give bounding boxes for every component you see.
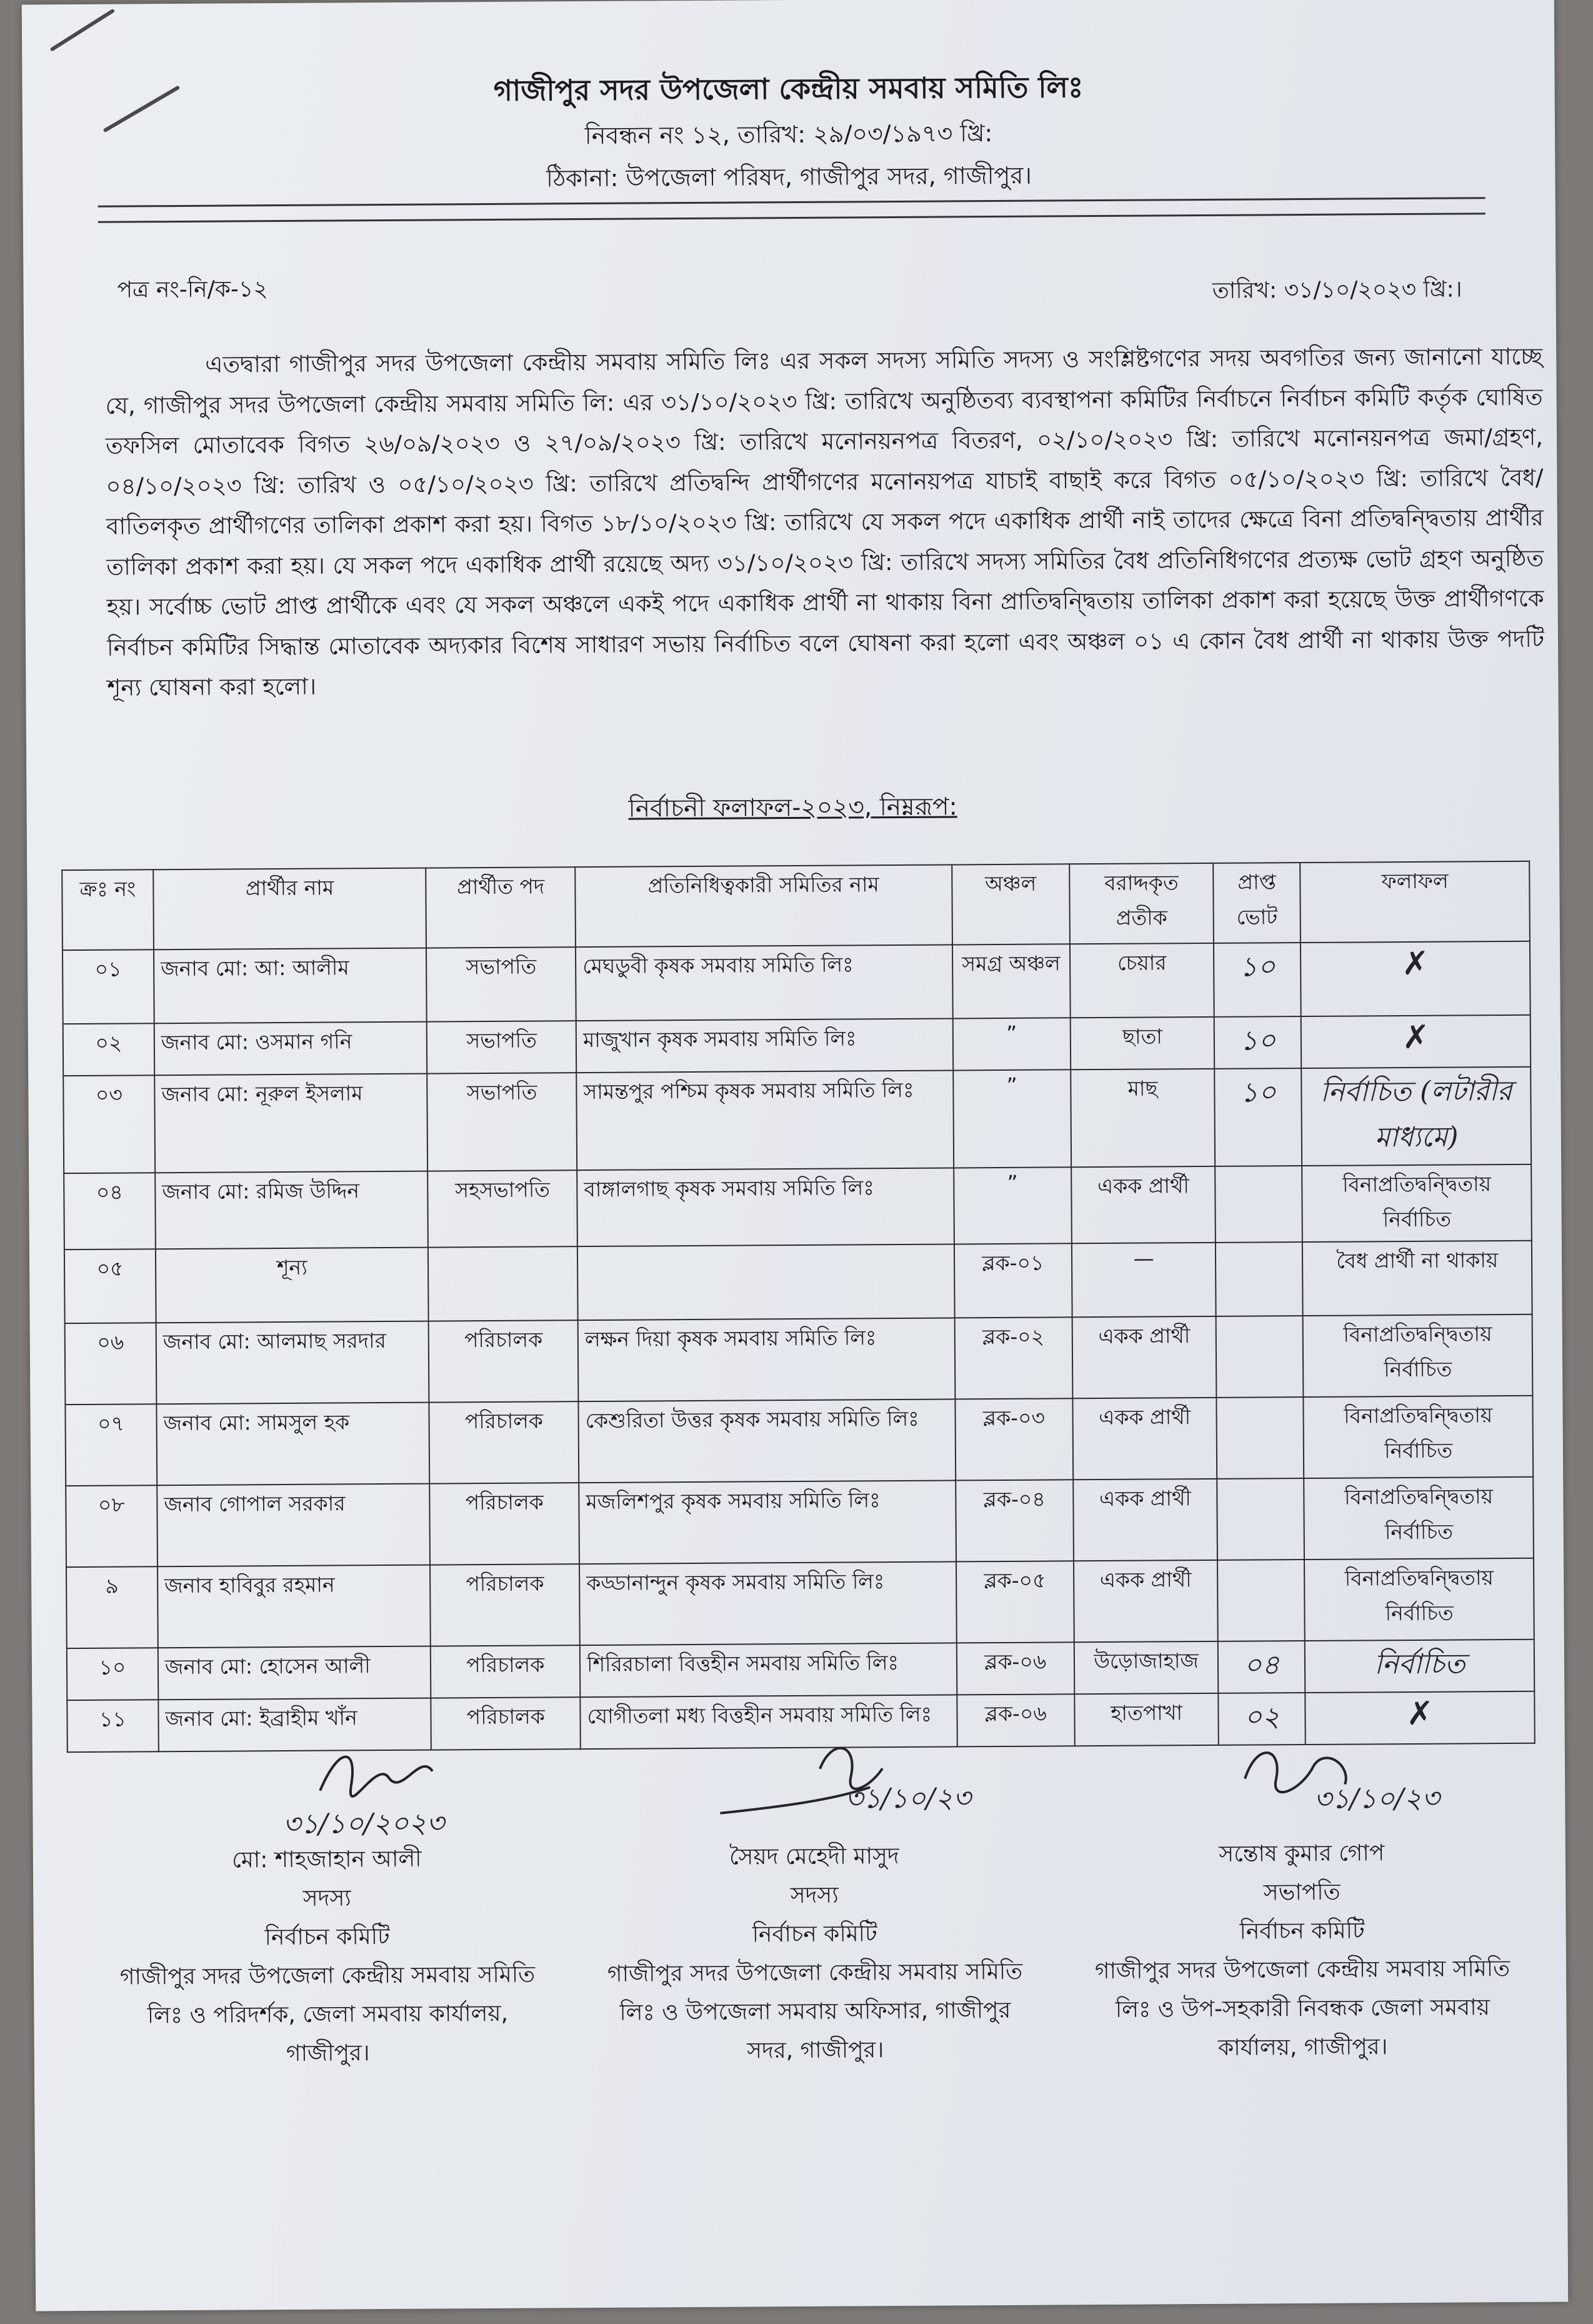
cell-result: বিনাপ্রতিদ্বন্দ্বিতায় নির্বাচিত [1304, 1558, 1534, 1641]
signatory-org: গাজীপুর সদর উপজেলা কেন্দ্রীয় সমবায় সমিতি লিঃ ও উপ-সহকারী নিবন্ধক জেলা সমবায় কার্যালয়, গাজীপুর। [1094, 1956, 1511, 2061]
signature-date: ৩১/১০/২০২৩ [282, 1807, 445, 1841]
cell-result: বিনাপ্রতিদ্বন্দ্বিতায় নির্বাচিত [1304, 1396, 1533, 1478]
cell-symbol: উড়োজাহাজ [1074, 1641, 1218, 1694]
cell-society: যোগীতলা মধ্য বিত্তহীন সমবায় সমিতি লিঃ [580, 1695, 957, 1749]
signatory-name: সৈয়দ মেহেদী মাসুদ [729, 1843, 899, 1870]
table-header-row [62, 861, 1530, 950]
cell-post: পরিচালক [430, 1483, 579, 1565]
signature-block-2 [596, 1836, 1034, 2071]
col-header-symbol: বরাদ্দকৃত প্রতীক [1069, 863, 1214, 944]
cell-sl: ০৩ [63, 1075, 155, 1173]
cell-society: শিরিরচালা বিত্তহীন সমবায় সমিতি লিঃ [580, 1643, 957, 1697]
cell-society [577, 1244, 954, 1320]
cell-area: ব্লক-০১ [954, 1243, 1072, 1318]
cell-area: ব্লক-০৬ [957, 1694, 1075, 1746]
cell-society: কড্ডানান্দুন কৃষক সমবায় সমিতি লিঃ [579, 1561, 956, 1645]
col-header-serial: ক্রঃ নং [62, 869, 154, 950]
cell-name: জনাব মো: ইব্রাহীম খাঁন [158, 1698, 431, 1752]
signatory-committee: নির্বাচন কমিটি [752, 1921, 877, 1948]
table-row [66, 1558, 1534, 1648]
cell-symbol: হাতপাখা [1074, 1693, 1218, 1746]
cell-post: পরিচালক [430, 1564, 579, 1646]
cell-sl: ০৫ [64, 1249, 156, 1323]
table-row [64, 1165, 1532, 1250]
cell-area: ” [952, 1018, 1071, 1070]
cell-society: মাজুখান কৃষক সমবায় সমিতি লিঃ [576, 1018, 953, 1073]
cell-sl: ১১ [67, 1700, 158, 1752]
cell-votes [1216, 1397, 1304, 1479]
cell-name: জনাব মো: ওসমান গনি [154, 1022, 427, 1076]
signatory-role: সদস্য [302, 1885, 351, 1911]
paper-fold-mark [50, 8, 116, 51]
cell-name: জনাব মো: আলমাছ সরদার [156, 1321, 429, 1405]
cell-society: মেঘডুবী কৃষক সমবায় সমিতি লিঃ [576, 944, 952, 1021]
cell-post: পরিচালক [431, 1645, 580, 1698]
cell-name: জনাব মো: নূরুল ইসলাম [154, 1074, 427, 1173]
cell-symbol: ছাতা [1071, 1017, 1214, 1069]
cell-symbol: একক প্রার্থী [1074, 1560, 1218, 1642]
table-row [64, 1241, 1532, 1323]
cell-votes [1216, 1316, 1304, 1398]
cell-symbol: একক প্রার্থী [1072, 1316, 1217, 1398]
cell-symbol: চেয়ার [1070, 943, 1214, 1018]
signature-date: ৩১/১০/২৩ [845, 1782, 971, 1815]
memo-number: পত্র নং-নি/ক-১২ [117, 276, 268, 303]
address-line: ঠিকানা: উপজেলা পরিষদ, গাজীপুর সদর, গাজীপুর। [546, 161, 1032, 193]
cell-name: জনাব মো: হোসেন আলী [158, 1646, 431, 1700]
cell-post [428, 1246, 577, 1321]
table-row [66, 1477, 1534, 1567]
cell-sl: ০৭ [65, 1404, 157, 1486]
cell-area: ব্লক-০৪ [956, 1480, 1074, 1561]
cell-result: বিনাপ্রতিদ্বন্দ্বিতায় নির্বাচিত [1303, 1315, 1532, 1397]
cell-name: জনাব গোপাল সরকার [157, 1484, 430, 1567]
cell-area: ব্লক-০৫ [956, 1561, 1074, 1643]
notice-body: এতদ্বারা গাজীপুর সদর উপজেলা কেন্দ্রীয় সমবায় সমিতি লিঃ এর সকল সদস্য সমিতি সদস্য ও সংশ্লিষ্টগণের সদয় অবগতির জন্য জানানো যাচ্ছে যে, গাজীপুর সদর উপজেলা কেন্দ্রীয় সমবায় সমিতি লি: এর ৩১/১০/২০২৩ খ্রি: তারিখে অনুষ্ঠিতব্য ব্যবস্থাপনা কমিটির নির্বাচনে নির্বাচন কমিটি কর্তৃক ঘোষিত তফসিল মোতাবেক বিগত ২৬/০৯/২০২৩ ও ২৭/০৯/২০২৩ খ্রি: তারিখে মনোনয়নপত্র বিতরণ, ০২/১০/২০২৩ খ্রি: তারিখে মনোনয়নপত্র জমা/গ্রহণ, ০৪/১০/২০২৩ খ্রি: তারিখ ও ০৫/১০/২০২৩ খ্রি: তারিখে প্রতিদ্বন্দি প্রার্থীগণের মনোনয়পত্র যাচাই বাছাই করে বিগত ০৫/১০/২০২৩ খ্রি: তারিখে বৈধ/বাতিলকৃত প্রার্থীগণের তালিকা প্রকাশ করা হয়। বিগত ১৮/১০/২০২৩ খ্রি: তারিখে যে সকল পদে একাধিক প্রার্থী নাই তাদের ক্ষেত্রে বিনা প্রতিদ্বন্দ্বিতায় প্রার্থীর তালিকা প্রকাশ করা হয়। যে সকল পদে একাধিক প্রার্থী রয়েছে অদ্য ৩১/১০/২০২৩ খ্রি: তারিখে সদস্য সমিতির বৈধ প্রতিনিধিগণের প্রত্যক্ষ ভোট গ্রহণ অনুষ্ঠিত হয়। সর্বোচ্চ ভোট প্রাপ্ত প্রার্থীকে এবং যে সকল অঞ্চলে একই পদে একাধিক প্রার্থী না থাকায় বিনা প্রাতিদ্বন্দ্বিতায় তালিকা প্রকাশ করা হয়েছে উক্ত প্রার্থীগণকে নির্বাচন কমিটির সিদ্ধান্ত মোতাবেক অদ্যকার বিশেষ সাধারণ সভায় নির্বাচিত বলে ঘোষনা করা হলো এবং অঞ্চল ০১ এ কোন বৈধ প্রার্থী না থাকায় উক্ত পদটি শূন্য ঘোষনা করা হলো। [105, 343, 1545, 701]
cell-result: বিনাপ্রতিদ্বন্দ্বিতায় নির্বাচিত [1304, 1477, 1534, 1560]
cell-society: কেশুরিতা উত্তর কৃষক সমবায় সমিতি লিঃ [579, 1399, 956, 1483]
cell-symbol: একক প্রার্থী [1073, 1398, 1217, 1480]
cell-society: মজলিশপুর কৃষক সমবায় সমিতি লিঃ [579, 1480, 956, 1564]
cell-area: ” [953, 1069, 1071, 1168]
letter-date: তারিখ: ৩১/১০/২০২৩ খ্রি:। [1212, 276, 1462, 304]
cell-symbol: মাছ [1071, 1069, 1215, 1167]
cell-post: পরিচালক [429, 1401, 579, 1483]
cell-result: বিনাপ্রতিদ্বন্দ্বিতায় নির্বাচিত [1302, 1165, 1532, 1242]
signatory-role: সদস্য [790, 1882, 839, 1909]
cell-post: পরিচালক [429, 1320, 578, 1402]
cell-votes [1217, 1478, 1304, 1560]
signatory-name: সন্তোষ কুমার গোপ [1219, 1840, 1385, 1867]
cell-post: সভাপতি [427, 1021, 576, 1073]
signatory-name: মো: শাহজাহান আলী [232, 1846, 422, 1873]
cell-name: শূন্য [156, 1248, 429, 1323]
signature-date: ৩১/১০/২৩ [1314, 1782, 1440, 1815]
col-header-area: অঞ্চল [952, 864, 1070, 944]
table-body [62, 941, 1535, 1752]
table-row [63, 1067, 1531, 1173]
cell-votes: ০৪ [1218, 1641, 1306, 1693]
cell-sl: ০১ [62, 949, 154, 1024]
cell-area: সমগ্র অঞ্চল [952, 944, 1071, 1018]
org-title: গাজীপুর সদর উপজেলা কেন্দ্রীয় সমবায় সমিতি লিঃ [493, 70, 1084, 108]
col-header-votes: প্রাপ্ত ভোট [1213, 863, 1301, 943]
signatory-committee: নির্বাচন কমিটি [1239, 1918, 1365, 1945]
cell-sl: ১০ [67, 1648, 158, 1700]
cell-area: ব্লক-০৩ [955, 1398, 1073, 1480]
cell-result: ✗ [1306, 1691, 1535, 1745]
cell-sl: ০৬ [65, 1323, 157, 1405]
cell-votes [1216, 1242, 1303, 1316]
cell-name: জনাব মো: রমিজ উদ্দিন [155, 1171, 428, 1250]
table-row [67, 1640, 1534, 1700]
cell-symbol: — [1072, 1243, 1216, 1317]
cell-sl: ০২ [63, 1023, 154, 1076]
cell-votes: ১০ [1214, 1016, 1302, 1069]
cell-name: জনাব মো: আ: আলীম [154, 948, 427, 1024]
signatory-committee: নির্বাচন কমিটি [264, 1923, 390, 1951]
cell-post: সভাপতি [426, 947, 576, 1021]
col-header-post: প্রার্থীত পদ [426, 867, 576, 948]
cell-votes [1217, 1560, 1305, 1641]
table-row [65, 1315, 1533, 1405]
table-row [63, 1015, 1531, 1076]
signature-block-3 [1083, 1833, 1522, 2068]
col-header-society: প্রতিনিধিত্বকারী সমিতির নাম [575, 864, 952, 947]
col-header-result: ফলাফল [1301, 861, 1530, 943]
signatory-role: সভাপতি [1263, 1879, 1341, 1906]
signatory-org: গাজীপুর সদর উপজেলা কেন্দ্রীয় সমবায় সমিতি লিঃ ও পরিদর্শক, জেলা সমবায় কার্যালয়, গাজীপুর। [119, 1961, 536, 2066]
cell-society: সামন্তপুর পশ্চিম কৃষক সমবায় সমিতি লিঃ [576, 1070, 953, 1170]
cell-name: জনাব মো: সামসুল হক [156, 1403, 429, 1486]
cell-name: জনাব হাবিবুর রহমান [157, 1565, 431, 1648]
cell-result: বৈধ প্রার্থী না থাকায় [1302, 1241, 1532, 1316]
cell-post: পরিচালক [431, 1697, 581, 1750]
cell-result: নির্বাচিত [1305, 1640, 1534, 1693]
cell-area: ব্লক-০২ [954, 1317, 1072, 1399]
results-title: নির্বাচনী ফলাফল-২০২৩, নিম্নরূপ: [628, 793, 957, 823]
cell-sl: ০৪ [64, 1173, 156, 1250]
results-table [61, 861, 1536, 1753]
cell-post: সহসভাপতি [428, 1170, 577, 1247]
cell-area: ব্লক-০৬ [956, 1642, 1074, 1695]
cell-votes [1215, 1166, 1302, 1243]
table-row [62, 941, 1531, 1024]
registration-line: নিবন্ধন নং ১২, তারিখ: ২৯/০৩/১৯৭৩ খ্রি: [584, 119, 993, 150]
cell-result: নির্বাচিত (লটারীর মাধ্যমে) [1302, 1067, 1532, 1166]
signatory-org: গাজীপুর সদর উপজেলা কেন্দ্রীয় সমবায় সমিতি লিঃ ও উপজেলা সমবায় অফিসার, গাজীপুর সদর, গাজীপুর। [607, 1958, 1023, 2064]
cell-society: বাঙ্গালগাছ কৃষক সমবায় সমিতি লিঃ [577, 1168, 954, 1246]
cell-result: ✗ [1301, 941, 1530, 1016]
cell-votes: ১০ [1214, 1068, 1302, 1166]
cell-result: ✗ [1301, 1015, 1531, 1068]
cell-votes: ১০ [1214, 943, 1301, 1017]
table-row [65, 1396, 1533, 1486]
cell-area: ” [954, 1167, 1072, 1244]
col-header-name: প্রার্থীর নাম [153, 868, 426, 950]
signature-block-1 [108, 1839, 547, 2074]
cell-sl: ০৮ [66, 1485, 157, 1567]
cell-votes: ০২ [1218, 1693, 1306, 1745]
cell-sl: ৯ [66, 1566, 158, 1648]
cell-post: সভাপতি [427, 1073, 577, 1171]
cell-symbol: একক প্রার্থী [1073, 1479, 1217, 1561]
cell-society: লক্ষন দিয়া কৃষক সমবায় সমিতি লিঃ [578, 1318, 955, 1401]
document-paper [22, 0, 1568, 2311]
cell-symbol: একক প্রার্থী [1071, 1166, 1216, 1243]
